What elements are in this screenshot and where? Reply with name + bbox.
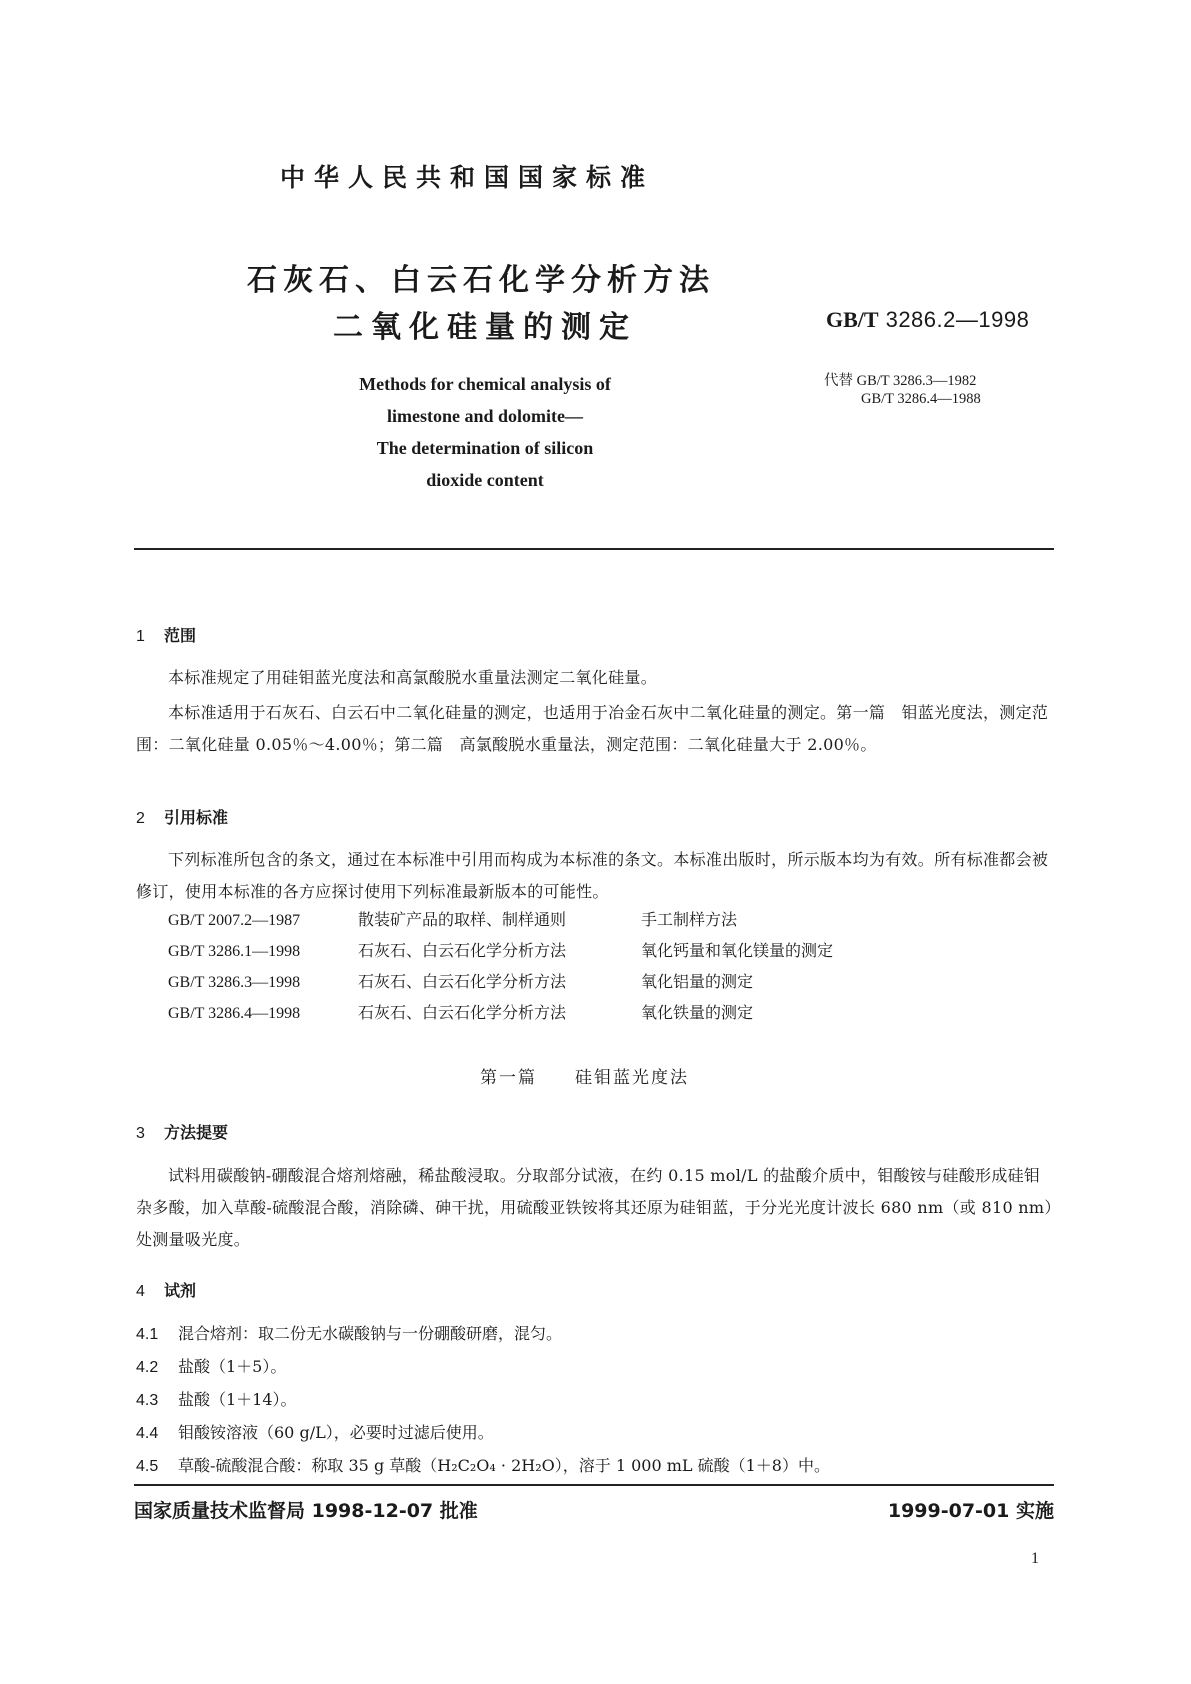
reagent-item [136, 1351, 830, 1384]
page-number: 1 [1031, 1550, 1039, 1567]
item-text-before: 草酸-硫酸混合酸：称取 35 g 草酸（ [178, 1456, 438, 1475]
document-title-line1: 石灰石、白云石化学分析方法 [247, 263, 715, 298]
section-heading-method-summary [136, 1120, 228, 1143]
section-heading-reagents [136, 1278, 196, 1301]
item-text: 混合熔剂：取二份无水碳酸钠与一份硼酸研磨，混匀。 [178, 1324, 563, 1343]
section-heading-references [136, 805, 228, 828]
item-text: 盐酸（1＋5）。 [178, 1357, 287, 1376]
standard-code [826, 307, 1029, 333]
implementation-date: 1999-07-01 实施 [887, 1500, 1054, 1522]
reference-code: GB/T 3286.1—1998 [168, 943, 301, 960]
item-number: 4.3 [136, 1392, 159, 1409]
scope-paragraph-2: 本标准适用于石灰石、白云石中二氧化硅量的测定，也适用于冶金石灰中二氧化硅量的测定。第一篇 钼蓝光度法，测定范围：二氧化硅量 0.05％～4.00％；第二篇 高氯酸脱水重量法，测定范围：二氧化硅量大于 2.00％。 [136, 703, 1049, 754]
section-number: 2 [136, 810, 145, 827]
document-title-line2: 二氧化硅量的测定 [333, 310, 637, 345]
reference-title: 石灰石、白云石化学分析方法 [358, 1003, 567, 1022]
replaced-standard: GB/T 3286.3—1982 [856, 373, 977, 389]
reference-item [168, 998, 833, 1029]
replaces-label: 代替 [824, 373, 853, 389]
replaced-standard: GB/T 3286.4—1988 [861, 391, 981, 407]
reference-code: GB/T 3286.4—1998 [168, 1005, 301, 1022]
reference-item [168, 967, 833, 998]
references-paragraph: 下列标准所包含的条文，通过在本标准中引用而构成为本标准的条文。本标准出版时，所示版本均为有效。所有标准都会被修订，使用本标准的各方应探讨使用下列标准最新版本的可能性。 [136, 850, 1049, 901]
standard-code-prefix: GB/T [826, 307, 879, 332]
section-heading-scope [136, 623, 196, 646]
reference-subtitle: 氧化铁量的测定 [641, 1003, 754, 1022]
item-number: 4.4 [136, 1425, 159, 1442]
reference-code: GB/T 3286.3—1998 [168, 974, 301, 991]
english-title [300, 368, 670, 496]
section-number: 3 [136, 1125, 145, 1142]
section-number: 1 [136, 628, 145, 645]
reference-subtitle: 氧化铝量的测定 [641, 972, 754, 991]
paragraph-text: 本标准规定了用硅钼蓝光度法和高氯酸脱水重量法测定二氧化硅量。 [168, 668, 658, 687]
section-title: 范围 [164, 626, 197, 645]
replaces-block [824, 372, 981, 408]
reagent-item [136, 1417, 830, 1450]
reagent-item [136, 1384, 830, 1417]
reference-title: 石灰石、白云石化学分析方法 [358, 972, 567, 991]
standard-type-header: 中华人民共和国国家标准 [280, 163, 655, 192]
english-title-line: limestone and dolomite— [387, 406, 583, 426]
section-number: 4 [136, 1283, 145, 1300]
reference-item [168, 936, 833, 967]
method-summary-paragraph: 试料用碳酸钠-硼酸混合熔剂熔融，稀盐酸浸取。分取部分试液，在约 0.15 mol/L 的盐酸介质中，钼酸铵与硅酸形成硅钼杂多酸，加入草酸-硫酸混合酸，消除磷、砷干扰，用硫酸亚铁铵将其还原为硅钼蓝，于分光光度计波长 680 nm（或 810 nm）处测量吸光度。 [136, 1166, 1053, 1249]
item-text-after: ），溶于 1 000 mL 硫酸（1＋8）中。 [554, 1456, 830, 1475]
english-title-line: dioxide content [426, 470, 544, 490]
english-title-line: Methods for chemical analysis of [359, 374, 611, 394]
standard-code-number: 3286.2—1998 [885, 307, 1030, 332]
reagent-item [136, 1318, 830, 1351]
item-number: 4.2 [136, 1359, 159, 1376]
item-text: 盐酸（1＋14）。 [178, 1390, 297, 1409]
english-title-line: The determination of silicon [376, 438, 594, 458]
scope-paragraph-1 [136, 662, 1056, 694]
section-title: 试剂 [164, 1281, 197, 1300]
chemical-formula: H₂C₂O₄ · 2H₂O [437, 1456, 555, 1475]
reference-title: 石灰石、白云石化学分析方法 [358, 941, 567, 960]
reagent-list [136, 1318, 830, 1483]
reference-subtitle: 手工制样方法 [641, 910, 738, 929]
approval-statement: 国家质量技术监督局 1998-12-07 批准 [134, 1500, 478, 1522]
reference-subtitle: 氧化钙量和氧化镁量的测定 [641, 941, 834, 960]
section-title: 方法提要 [164, 1123, 229, 1142]
reference-title: 散装矿产品的取样、制样通则 [358, 910, 567, 929]
reference-item [168, 905, 833, 936]
item-text: 钼酸铵溶液（60 g/L），必要时过滤后使用。 [178, 1423, 494, 1442]
reference-code: GB/T 2007.2—1987 [168, 912, 301, 929]
part-one-title: 第一篇 硅钼蓝光度法 [480, 1068, 689, 1088]
item-number: 4.5 [136, 1458, 159, 1475]
footer-divider [134, 1484, 1054, 1486]
section-title: 引用标准 [164, 808, 229, 827]
item-number: 4.1 [136, 1326, 159, 1343]
reagent-item [136, 1450, 830, 1483]
header-divider [134, 548, 1054, 550]
reference-list [168, 905, 833, 1029]
